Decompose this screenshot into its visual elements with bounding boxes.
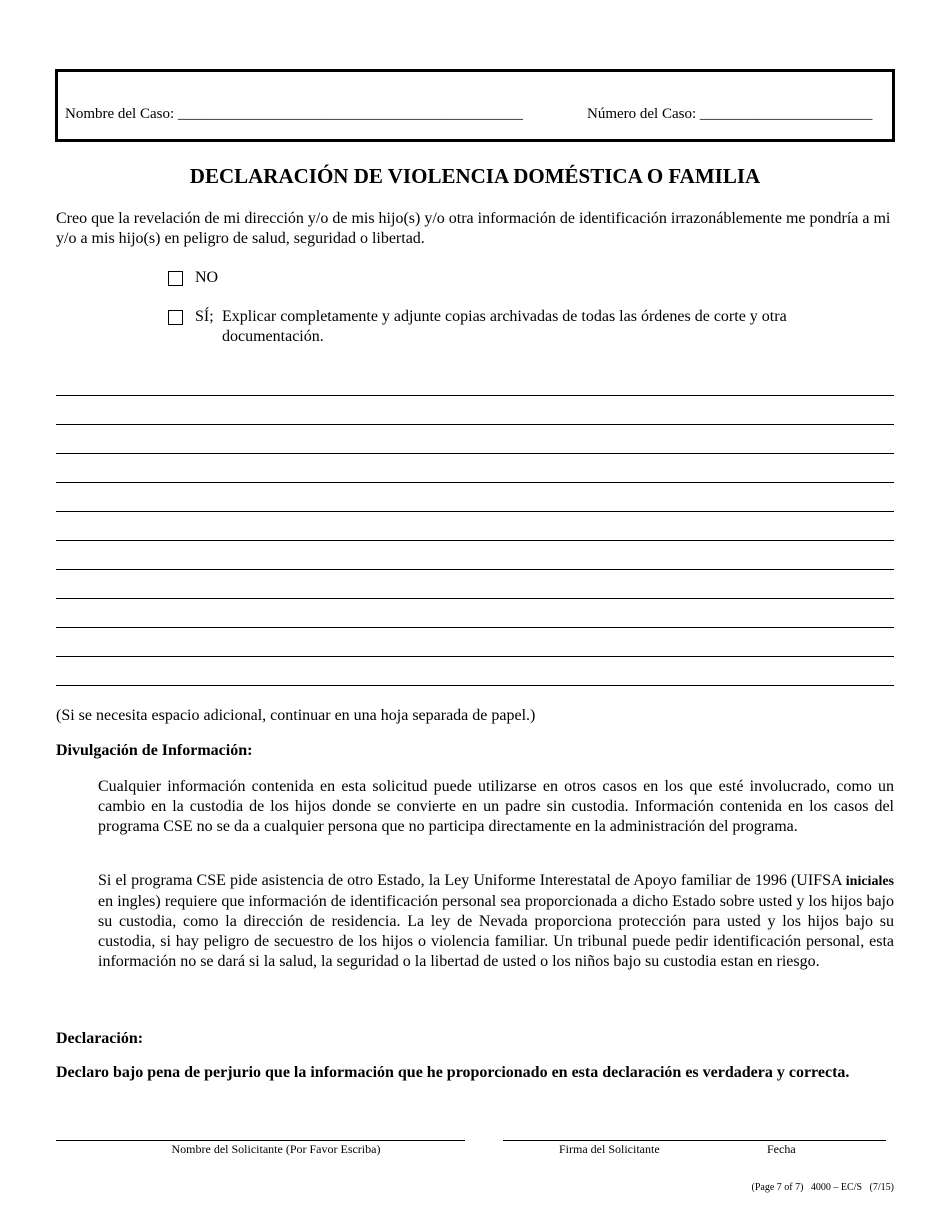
writing-line[interactable] xyxy=(56,598,894,599)
writing-line[interactable] xyxy=(56,482,894,483)
page-title: DECLARACIÓN DE VIOLENCIA DOMÉSTICA O FAMILIA xyxy=(189,164,761,188)
disclosure-p2-end: en ingles) requiere que información de identificación personal sea proporcionada a dicho Estado sobre usted y los hijos bajo su custodia, como la dirección de residencia. La ley de Nevada proporciona protección para usted y los hijos bajo su custodia, si hay peligro de secuestro de los hijos o violencia familiar. Un tribunal puede pedir identificación personal, esta información no se dará si la salud, la seguridad o la libertad de usted o los niños bajo su custodia estan en riesgo. xyxy=(98,893,894,970)
case-number-blank[interactable]: _______________________ xyxy=(699,106,873,122)
applicant-name-line[interactable] xyxy=(56,1140,465,1141)
writing-line[interactable] xyxy=(56,453,894,454)
no-label: NO xyxy=(195,269,219,286)
writing-line[interactable] xyxy=(56,511,894,512)
date-label: Fecha xyxy=(767,1142,796,1156)
intro-statement: Creo que la revelación de mi dirección y/o de mis hijo(s) y/o otra información de identificación irrazonáblemente me pondría a mi y/o a mis hijo(s) en peligro de salud, seguridad o libertad. xyxy=(56,210,891,247)
declaration-heading: Declaración: xyxy=(56,1030,144,1047)
case-name-blank[interactable]: ______________________________________________ xyxy=(177,106,523,122)
case-number-label: Número del Caso: xyxy=(587,106,697,122)
yes-label: SÍ; xyxy=(195,308,214,325)
extra-space-note: (Si se necesita espacio adicional, continuar en una hoja separada de papel.) xyxy=(56,707,536,724)
writing-line[interactable] xyxy=(56,395,894,396)
writing-line[interactable] xyxy=(56,540,894,541)
disclosure-p2-bold: iniciales xyxy=(845,874,895,889)
signature-date-line[interactable] xyxy=(503,1140,886,1141)
writing-line[interactable] xyxy=(56,627,894,628)
yes-explanation: Explicar completamente y adjunte copias archivadas de todas las órdenes de corte y otra documentación. xyxy=(222,308,787,345)
case-name-field[interactable] xyxy=(65,106,523,123)
disclosure-heading: Divulgación de Información: xyxy=(56,742,253,759)
writing-line[interactable] xyxy=(56,569,894,570)
disclosure-paragraph-1: Cualquier información contenida en esta solicitud puede utilizarse en otros casos en los que esté involucrado, como un cambio en la custodia de los hijos donde se convierte en un padre sin custodia. Información contenida en los casos del programa CSE no se da a cualquier persona que no participa directamente en la administración del programa. xyxy=(98,778,894,835)
applicant-name-label: Nombre del Solicitante (Por Favor Escriba) xyxy=(171,1142,381,1156)
applicant-signature-label: Firma del Solicitante xyxy=(559,1142,660,1156)
case-number-field[interactable] xyxy=(587,106,872,123)
page-footer: (Page 7 of 7) 4000 – EC/S (7/15) xyxy=(751,1182,894,1193)
declaration-statement: Declaro bajo pena de perjurio que la información que he proporcionado en esta declaración es verdadera y correcta. xyxy=(56,1064,850,1081)
disclosure-paragraph-2 xyxy=(98,871,894,972)
writing-line[interactable] xyxy=(56,424,894,425)
no-checkbox[interactable] xyxy=(168,271,183,286)
writing-line[interactable] xyxy=(56,656,894,657)
writing-line[interactable] xyxy=(56,685,894,686)
yes-checkbox[interactable] xyxy=(168,310,183,325)
case-name-label: Nombre del Caso: xyxy=(65,106,175,122)
disclosure-p2-start: Si el programa CSE pide asistencia de otro Estado, la Ley Uniforme Interestatal de Apoyo familiar de 1996 (UIFSA xyxy=(98,872,842,889)
